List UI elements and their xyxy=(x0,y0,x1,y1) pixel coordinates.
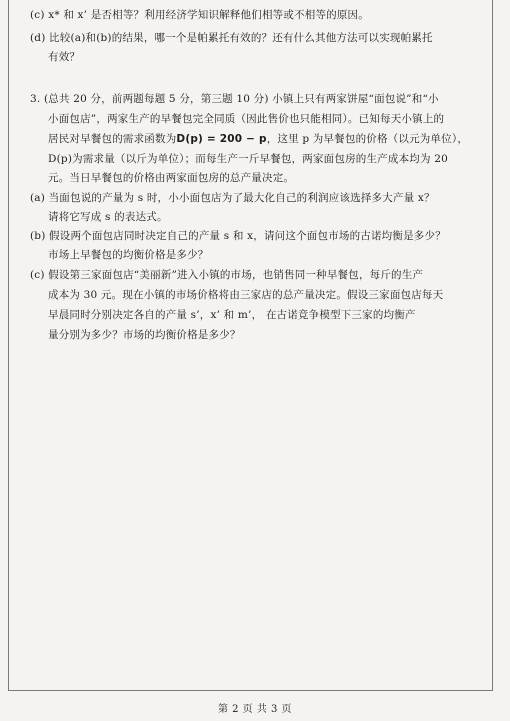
question-3-intro-line5: 元。当日早餐包的价格由两家面包房的总产量决定。 xyxy=(48,172,295,184)
question-3c-line2: 成本为 30 元。现在小镇的市场价格将由三家店的总产量决定。假设三家面包店每天 xyxy=(48,289,444,301)
question-3-intro-line3 xyxy=(48,132,468,146)
question-3b-line2: 市场上早餐包的均衡价格是多少？ xyxy=(48,249,209,261)
question-2c: (c) x* 和 x’ 是否相等？利用经济学知识解释他们相等或不相等的原因。 xyxy=(30,9,369,21)
demand-formula: D(p) = 200 − p xyxy=(176,133,267,145)
question-3c-line4: 量分别为多少？市场的均衡价格是多少？ xyxy=(48,329,241,341)
demand-text-post: ，这里 p 为早餐包的价格（以元为单位）， xyxy=(266,133,469,145)
question-3-intro-line2: 小面包店”，两家生产的早餐包完全同质（因此售价也只能相同）。已知每天小镇上的 xyxy=(48,113,445,125)
question-2d-line1: (d) 比较(a)和(b)的结果，哪一个是帕累托有效的？还有什么其他方法可以实现帕累托 xyxy=(30,32,433,44)
question-3c-line1: (c) 假设第三家面包店“美丽新”进入小镇的市场，也销售同一种早餐包，每斤的生产 xyxy=(30,269,424,281)
question-3-intro-line4: D(p)为需求量（以斤为单位）；而每生产一斤早餐包，两家面包房的生产成本均为 20 xyxy=(48,153,448,165)
demand-text-pre: 居民对早餐包的需求函数为 xyxy=(48,133,177,145)
question-3a-line1: (a) 当面包说的产量为 s 时，小小面包店为了最大化自己的利润应该选择多大产量 x？ xyxy=(30,192,435,204)
question-3a-line2: 请将它写成 s 的表达式。 xyxy=(48,211,168,223)
question-2d-line2: 有效？ xyxy=(48,51,81,63)
question-3c-line3: 早晨同时分别决定各自的产量 s’，x’ 和 m’， 在古诺竞争模型下三家的均衡产 xyxy=(48,309,416,321)
question-3-intro-line1: 3. (总共 20 分，前两题每题 5 分，第三题 10 分) 小镇上只有两家饼屋“面包说”和“小 xyxy=(30,93,439,105)
page-number-footer: 第 2 页 共 3 页 xyxy=(217,704,293,715)
question-3b-line1: (b) 假设两个面包店同时决定自己的产量 s 和 x，请问这个面包市场的古诺均衡是多少？ xyxy=(30,230,446,242)
